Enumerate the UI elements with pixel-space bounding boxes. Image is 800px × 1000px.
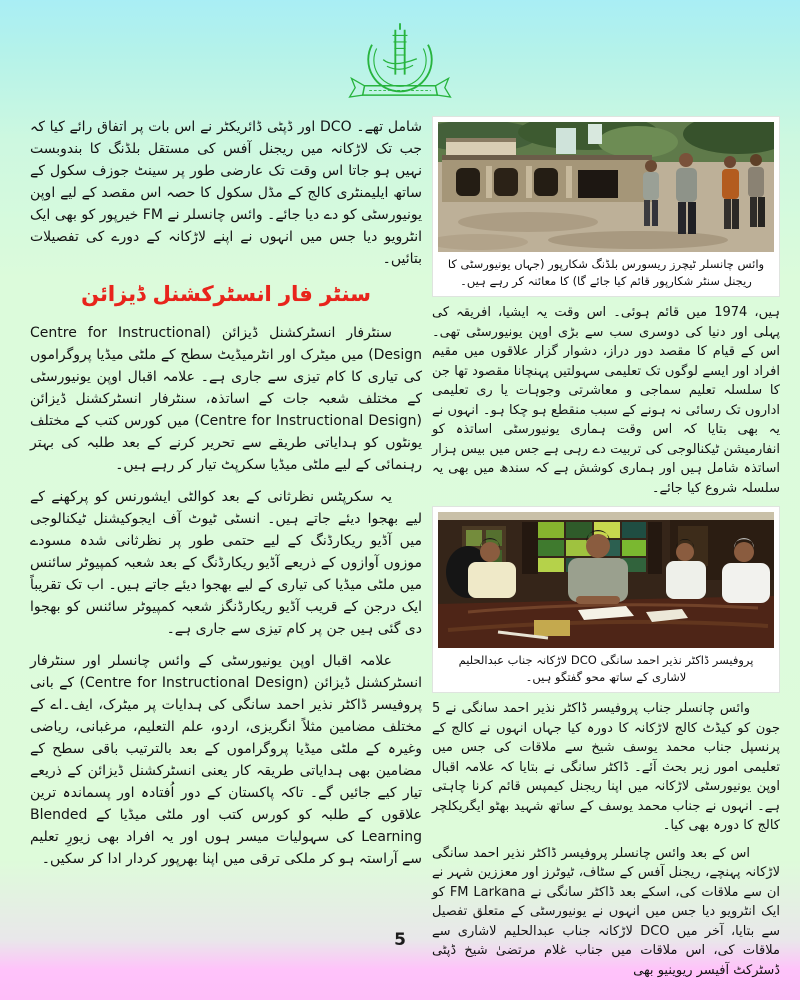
figure-2-caption: پروفیسر ڈاکٹر نذیر احمد سانگی DCO لاڑکانہ جناب عبدالحلیم لاشاری کے ساتھ محو گفتگو ہیں۔ [458, 653, 754, 684]
university-logo-icon [344, 22, 456, 116]
figure-2 [432, 506, 780, 693]
right-column [432, 116, 780, 988]
right-paragraph-1: ہیں، 1974 میں قائم ہوئی۔ اس وقت یہ ایشیا، افریقہ کی پہلی اور دنیا کی دوسری سب سے بڑی اوپن یونیورسٹی تھی۔ اس کے قیام کا مقصد دور دراز، دشوار گزار علاقوں میں مقیم افراد اور ایسے لوگوں تک تعلیمی سہولتیں پہنچانا مقصود تھا جن کا سلسلہ تعلیم سماجی و معاشرتی وجوہات یا ری تعلیمی اداروں تک رسائی نہ ہونے کے سبب منقطع ہو چکا ہو۔ انہوں نے یہ بھی بتایا کہ اس وقت ہماری یونیورسٹی اساتذہ کو انفارمیشن ٹیکنالوجی کی تربیت دے رہی ہے جس میں بیس ہزار اساتذہ شامل ہیں اور ہماری کوشش ہے کہ سندھ میں بھی یہ سلسلہ شروع کیا جائے۔ [432, 305, 781, 496]
left-column [30, 116, 422, 880]
left-paragraph-4: علامہ اقبال اوپن یونیورسٹی کے وائس چانسلر اور سنٹرفار انسٹرکشنل ڈیزائن (Centre for Instructional Design) کے بانی پروفیسر ڈاکٹر نذیر احمد سانگی کی ہدایات پر میٹرک، ایف۔اے کے مختلف مضامین مثلاً انگریزی، اردو، علم التعلیم، مرغبانی، ریاضی وغیرہ کے ملٹی میڈیا پروگراموں کے بعد بالترتیب باقی سطح کے مضامین بھی ہدایاتی طریقہ کار یعنی انسٹرکشنل ڈیزائن کے ذریعے تیار کیے جائیں گے۔ تاکہ پاکستان کے دور اُفتادہ اور پسماندہ ترین علاقوں کے طلبہ کو کورس کتب اور ملٹی میڈیا کے Blended Learning کی سہولیات میسر ہوں اور یہ افراد بھی زیورِ تعلیم سے آراستہ ہو کر ملکی ترقی میں اپنا بھرپور کردار ادا کر سکیں۔ [30, 653, 422, 867]
office-meeting-photo [438, 512, 774, 648]
section-heading-centre-for-instructional-design: سنٹر فار انسٹرکشنل ڈیزائن [81, 282, 371, 306]
left-paragraph-1: شامل تھے۔ DCO اور ڈپٹی ڈائریکٹر نے اس بات پر اتفاق رائے کیا کہ جب تک لاڑکانہ میں ریجنل آفس کی مستقل بلڈنگ کا بندوبست نہیں ہو جاتا اس وقت تک عارضی طور پر سینٹ جوزف سکول کے ساتھ ایلیمنٹری کالج کے مڈل سکول کا حصہ اس مقصد کے لیے اوپن یونیورسٹی کو دے دیا جائے۔ وائس چانسلر نے FM خیرپور کو بھی ایک انٹرویو دیا جس میں انہوں نے اپنے لاڑکانہ کے دورے کی تفصیلات بتائیں۔ [30, 119, 422, 267]
left-paragraph-3: یہ سکرپٹس نظرثانی کے بعد کوالٹی ایشورنس کو پرکھنے کے لیے بھجوا دیئے جاتے ہیں۔ انسٹی ٹیوٹ آف ایجوکیشنل ٹیکنالوجی میں آڈیو ریکارڈنگ کے لیے حتمی طور پر نظرثانی شدہ مسودے موزوں آوازوں کے ذریعے آڈیو ریکارڈنگ کے بعد شعبہ کمپیوٹر سائنس میں ملٹی میڈیا کی تیاری کے لیے بھجوا دیئے جاتے ہیں۔ اب تک تقریباً ایک درجن کے قریب آڈیو ریکارڈنگز شعبہ کمپیوٹر سائنس کو بھجوا دی گئی ہیں جن پر کام تیزی سے جاری ہے۔ [30, 489, 422, 637]
left-paragraph-2: سنٹرفار انسٹرکشنل ڈیزائن (Centre for Instructional Design) میں میٹرک اور انٹرمیڈیٹ سطح کے ملٹی میڈیا پروگراموں کی تیاری کا کام تیزی سے جاری ہے۔ علامہ اقبال اوپن یونیورسٹی کے مختلف شعبہ جات کے اساتذہ، سنٹرفار انسٹرکشنل ڈیزائن (Centre for Instructional Design) میں کورس کتب کے مختلف یونٹوں کو ہدایاتی طریقے سے تحریر کرنے کے بعد طلبہ کی بہتر رہنمائی کے لیے ملٹی میڈیا سکرپٹ تیار کر رہے ہیں۔ [30, 325, 422, 473]
right-paragraph-2: وائس چانسلر جناب پروفیسر ڈاکٹر نذیر احمد سانگی نے 5 جون کو کیڈٹ کالج لاڑکانہ کا دورہ کیا جہاں انہوں نے کالج کے پرنسپل جناب محمد یوسف شیخ سے ملاقات کی جس میں تعلیمی امور زیر بحث آئے۔ ڈاکٹر سانگی نے بتایا کہ علامہ اقبال اوپن یونیورسٹی لاڑکانہ میں اپنا ریجنل کیمپس قائم کرنا چاہتی ہے۔ انہوں نے جناب محمد یوسف کے ساتھ شہید بھٹو ایگریکلچر کالج کا دورہ بھی کیا۔ [432, 701, 780, 833]
figure-1-caption: وائس چانسلر ٹیچرز ریسورس بلڈنگ شکارپور (جہاں یونیورسٹی کا ریجنل سنٹر شکارپور قائم کیا جائے گا) کا معائنہ کر رہے ہیں۔ [447, 257, 765, 288]
right-paragraph-3: اس کے بعد وائس چانسلر پروفیسر ڈاکٹر نذیر احمد سانگی لاڑکانہ پہنچے، ریجنل آفس کے سٹاف، ٹیوٹرز اور معززین شہر نے ان سے ملاقات کی، اسکے بعد ڈاکٹر سانگی نے FM Larkana کو ایک انٹرویو دیا جس میں انہوں نے یونیورسٹی کے متعلق تفصیل سے بتایا، آخر میں DCO لاڑکانہ جناب عبدالحلیم لاشاری سے ملاقات کی، اس ملاقات میں جناب غلام مرتضیٰ شیخ ڈپٹی ڈسٹرکٹ آفیسر ریوینیو بھی [432, 845, 780, 978]
page-number: 5 [394, 930, 406, 950]
figure-1 [432, 116, 780, 297]
inspection-walk-photo [438, 122, 774, 252]
